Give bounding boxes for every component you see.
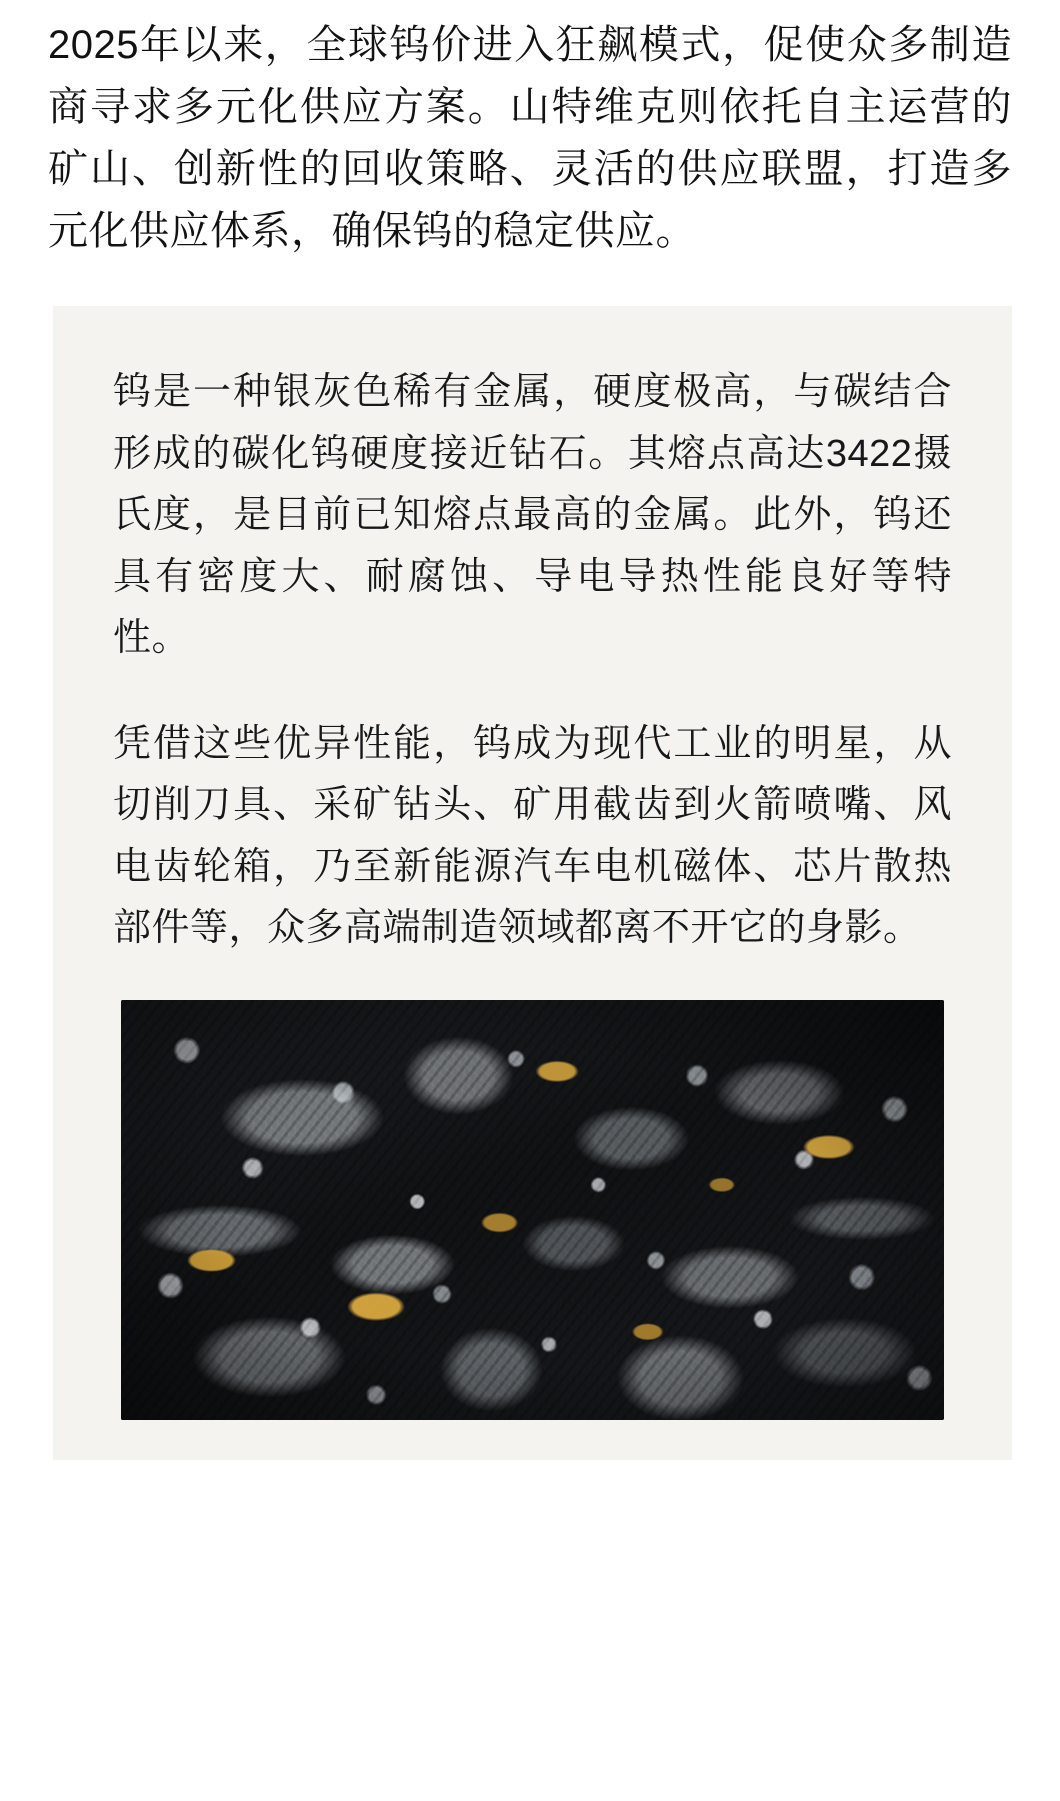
lead-paragraph: 2025年以来，全球钨价进入狂飙模式，促使众多制造商寻求多元化供应方案。山特维克则依托自主运营的矿山、创新性的回收策略、灵活的供应联盟，打造多元化供应体系，确保钨的稳定供应。: [48, 23, 1012, 253]
callout-content: [105, 362, 960, 1420]
highlight-callout: [48, 306, 1012, 1460]
callout-paragraph-1: 钨是一种银灰色稀有金属，硬度极高，与碳结合形成的碳化钨硬度接近钻石。其熔点高达3422摄氏度，是目前已知熔点最高的金属。此外，钨还具有密度大、耐腐蚀、导电导热性能良好等特性。: [113, 371, 952, 660]
tungsten-ore-granules-photo: [121, 1000, 944, 1420]
photo-vignette-layer: [121, 1000, 944, 1420]
bottom-spacer: [0, 1460, 1060, 1496]
lead-section: [0, 0, 1060, 262]
callout-paragraph-2: 凭借这些优异性能，钨成为现代工业的明星，从切削刀具、采矿钻头、矿用截齿到火箭喷嘴、风电齿轮箱，乃至新能源汽车电机磁体、芯片散热部件等，众多高端制造领域都离不开它的身影。: [113, 722, 952, 950]
article-image-container: [113, 1000, 952, 1420]
